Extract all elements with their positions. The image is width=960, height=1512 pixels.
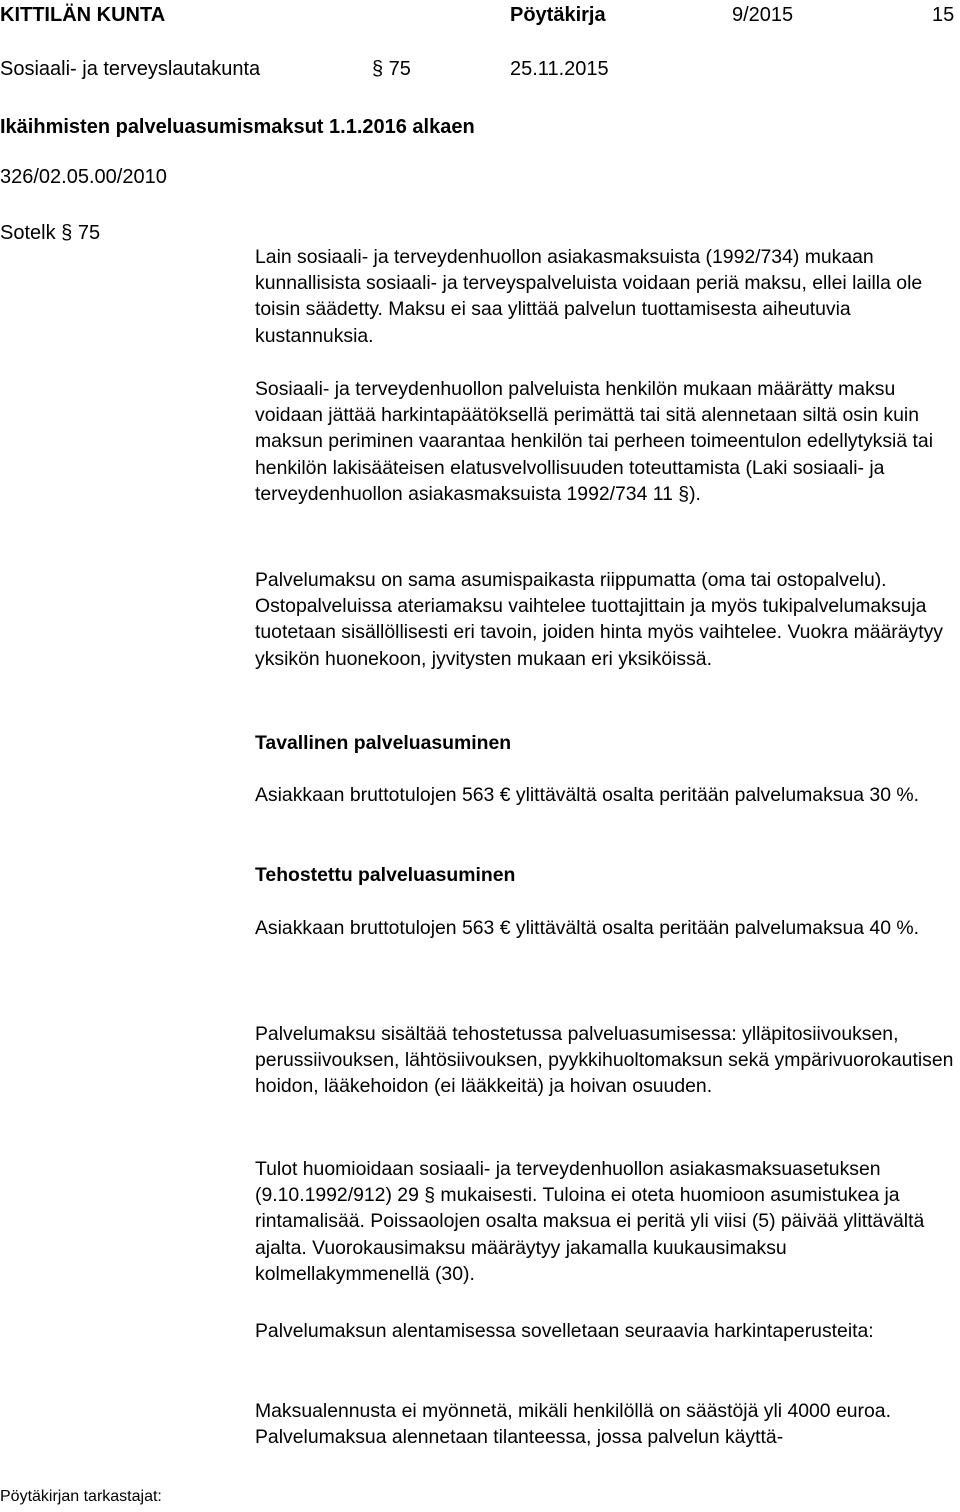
paragraph-text: Tulot huomioidaan sosiaali- ja terveydenhuollon asiakasmaksuasetuksen (9.10.1992/912) 29 § mukaisesti. Tuloina ei oteta huomioon asumistukea ja rintamalisää. Poissaolojen osalta maksua ei peritä yli viisi (5) päivää ylittävältä ajalta. Vuorokausimaksu määräytyy jakamalla kuukausimaksu kolmellakymmenellä (30). [255,1158,925,1285]
paragraph-intensive-fee [255,915,960,941]
paragraph-text: Maksualennusta ei myönnetä, mikäli henkilöllä on säästöjä yli 4000 euroa. Palvelumaksua alennetaan tilanteessa, jossa palvelun käyttä- [255,1400,891,1449]
document-number: 9/2015 [732,4,794,26]
paragraph-regular-fee [255,782,960,808]
paragraph-income [255,1156,960,1287]
paragraph-fee-reduction [255,376,960,507]
municipality-name: KITTILÄN KUNTA [0,4,166,26]
section-number: § 75 [372,58,411,80]
paragraph-service-fee [255,567,960,672]
paragraph-savings-limit [255,1398,960,1450]
diary-number: 326/02.05.00/2010 [0,166,167,188]
heading-regular-housing: Tavallinen palveluasuminen [255,732,512,754]
paragraph-text: Palvelumaksu on sama asumispaikasta riippumatta (oma tai ostopalvelu). Ostopalveluissa ateriamaksu vaihtelee tuottajittain ja myös tukipalvelumaksuja tuotetaan sisällöllisesti eri tavoin, joiden hinta myös vaihtelee. Vuokra määräytyy yksikön huonekoon, jyvitysten mukaan eri yksiköissä. [255,569,943,670]
paragraph-legal-basis [255,244,960,349]
footer-reviewers-label: Pöytäkirjan tarkastajat: [0,1488,162,1505]
subject-title: Ikäihmisten palveluasumismaksut 1.1.2016 alkaen [0,116,475,138]
document-type: Pöytäkirja [510,4,606,26]
paragraph-text: Palvelumaksun alentamisessa sovelletaan seuraavia harkintaperusteita: [255,1320,874,1342]
meeting-date: 25.11.2015 [510,58,609,80]
paragraph-text: Lain sosiaali- ja terveydenhuollon asiakasmaksuista (1992/734) mukaan kunnallisista sosiaali- ja terveyspalveluista voidaan periä maksu, ellei lailla ole toisin säädetty. Maksu ei saa ylittää palvelun tuottamisesta aiheutuvia kustannuksia. [255,246,923,347]
paragraph-discount-criteria [255,1318,960,1344]
paragraph-text: Asiakkaan bruttotulojen 563 € ylittävältä osalta peritään palvelumaksua 30 %. [255,784,919,806]
page-number: 15 [932,4,955,26]
section-reference: Sotelk § 75 [0,222,101,244]
heading-intensive-housing: Tehostettu palveluasuminen [255,864,516,886]
paragraph-fee-contents [255,1021,960,1100]
paragraph-text: Sosiaali- ja terveydenhuollon palveluista henkilön mukaan määrätty maksu voidaan jättää harkintapäätöksellä perimättä tai sitä alennetaan siltä osin kuin maksun periminen vaarantaa henkilön tai perheen toimeentulon edellytyksiä tai henkilön lakisääteisen elatusvelvollisuuden toteuttamista (Laki sosiaali- ja terveydenhuollon asiakasmaksuista 1992/734 11 §). [255,378,934,505]
paragraph-text: Palvelumaksu sisältää tehostetussa palveluasumisessa: ylläpitosiivouksen, perussiivouksen, lähtösiivouksen, pyykkihuoltomaksun sekä ympärivuorokautisen hoidon, lääkehoidon (ei lääkkeitä) ja hoivan osuuden. [255,1023,954,1098]
paragraph-text: Asiakkaan bruttotulojen 563 € ylittävältä osalta peritään palvelumaksua 40 %. [255,917,919,939]
board-name: Sosiaali- ja terveyslautakunta [0,58,261,80]
